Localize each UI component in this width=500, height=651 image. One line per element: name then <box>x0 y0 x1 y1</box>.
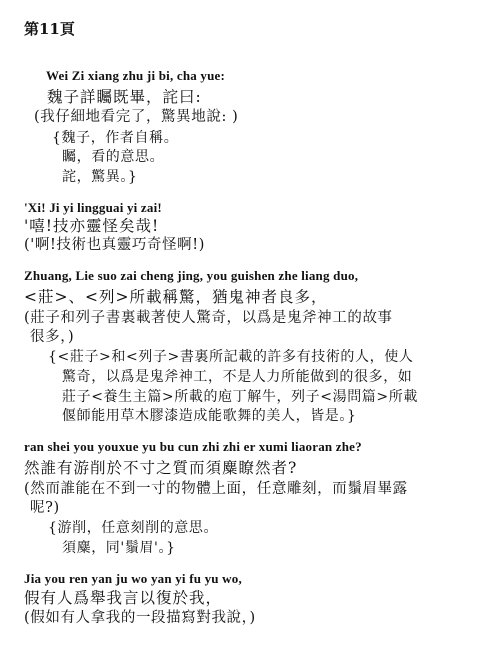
note-line: 莊子<養生主篇>所載的庖丁解牛，列子<湯問篇>所載 <box>62 389 418 405</box>
page-label: 第11頁 <box>24 20 75 38</box>
translation-line: (假如有人拿我的一段描寫對我說，) <box>24 610 256 626</box>
pinyin-line: ran shei you youxue yu bu cun zhi zhi er xumi liaoran zhe? <box>24 439 362 454</box>
note-line: {<莊子>和<列子>書裏所記載的許多有技術的人，使人 <box>48 349 414 365</box>
hanzi-line: 假有人爲舉我言以復於我， <box>24 589 223 607</box>
translation-line: 呢?) <box>30 500 60 516</box>
pinyin-line: Zhuang, Lie suo zai cheng jing, you guishen zhe liang duo, <box>24 268 359 283</box>
translation-line: (我仔細地看完了，驚異地說: ) <box>34 109 239 125</box>
translation-line: ('啊!技術也真靈巧奇怪啊!) <box>24 237 205 253</box>
note-line: 須麋，同'鬚眉'。} <box>62 540 176 556</box>
hanzi-line: 魏子詳矚既畢，詫曰: <box>47 88 202 106</box>
hanzi-line: 然誰有游削於不寸之質而須麋瞭然者? <box>24 459 298 477</box>
translation-line: 很多，) <box>30 329 75 345</box>
translation-line: (莊子和列子書裏載著使人驚奇，以爲是鬼斧神工的故事 <box>24 310 393 326</box>
hanzi-line: '嘻!技亦靈怪矣哉! <box>24 217 160 235</box>
pinyin-line: Wei Zi xiang zhu ji bi, cha yue: <box>46 68 226 83</box>
pinyin-line: 'Xi! Ji yi lingguai yi zai! <box>24 200 162 215</box>
note-line: {魏子，作者自稱。 <box>52 130 179 146</box>
translation-line: (然而誰能在不到一寸的物體上面，任意雕刻，而鬚眉畢露 <box>24 481 408 497</box>
note-line: {游削，任意刻削的意思。 <box>48 520 219 536</box>
hanzi-line: <莊>、<列>所載稱驚，猶鬼神者良多， <box>24 288 328 306</box>
note-line: 詫，驚異。} <box>62 169 138 185</box>
note-line: 矚，看的意思。 <box>62 149 165 165</box>
note-line: 驚奇，以爲是鬼斧神工，不是人力所能做到的很多，如 <box>62 369 413 385</box>
pinyin-line: Jia you ren yan ju wo yan yi fu yu wo, <box>24 571 242 586</box>
note-line: 偃師能用草木膠漆造成能歌舞的美人，皆是。} <box>62 408 357 424</box>
